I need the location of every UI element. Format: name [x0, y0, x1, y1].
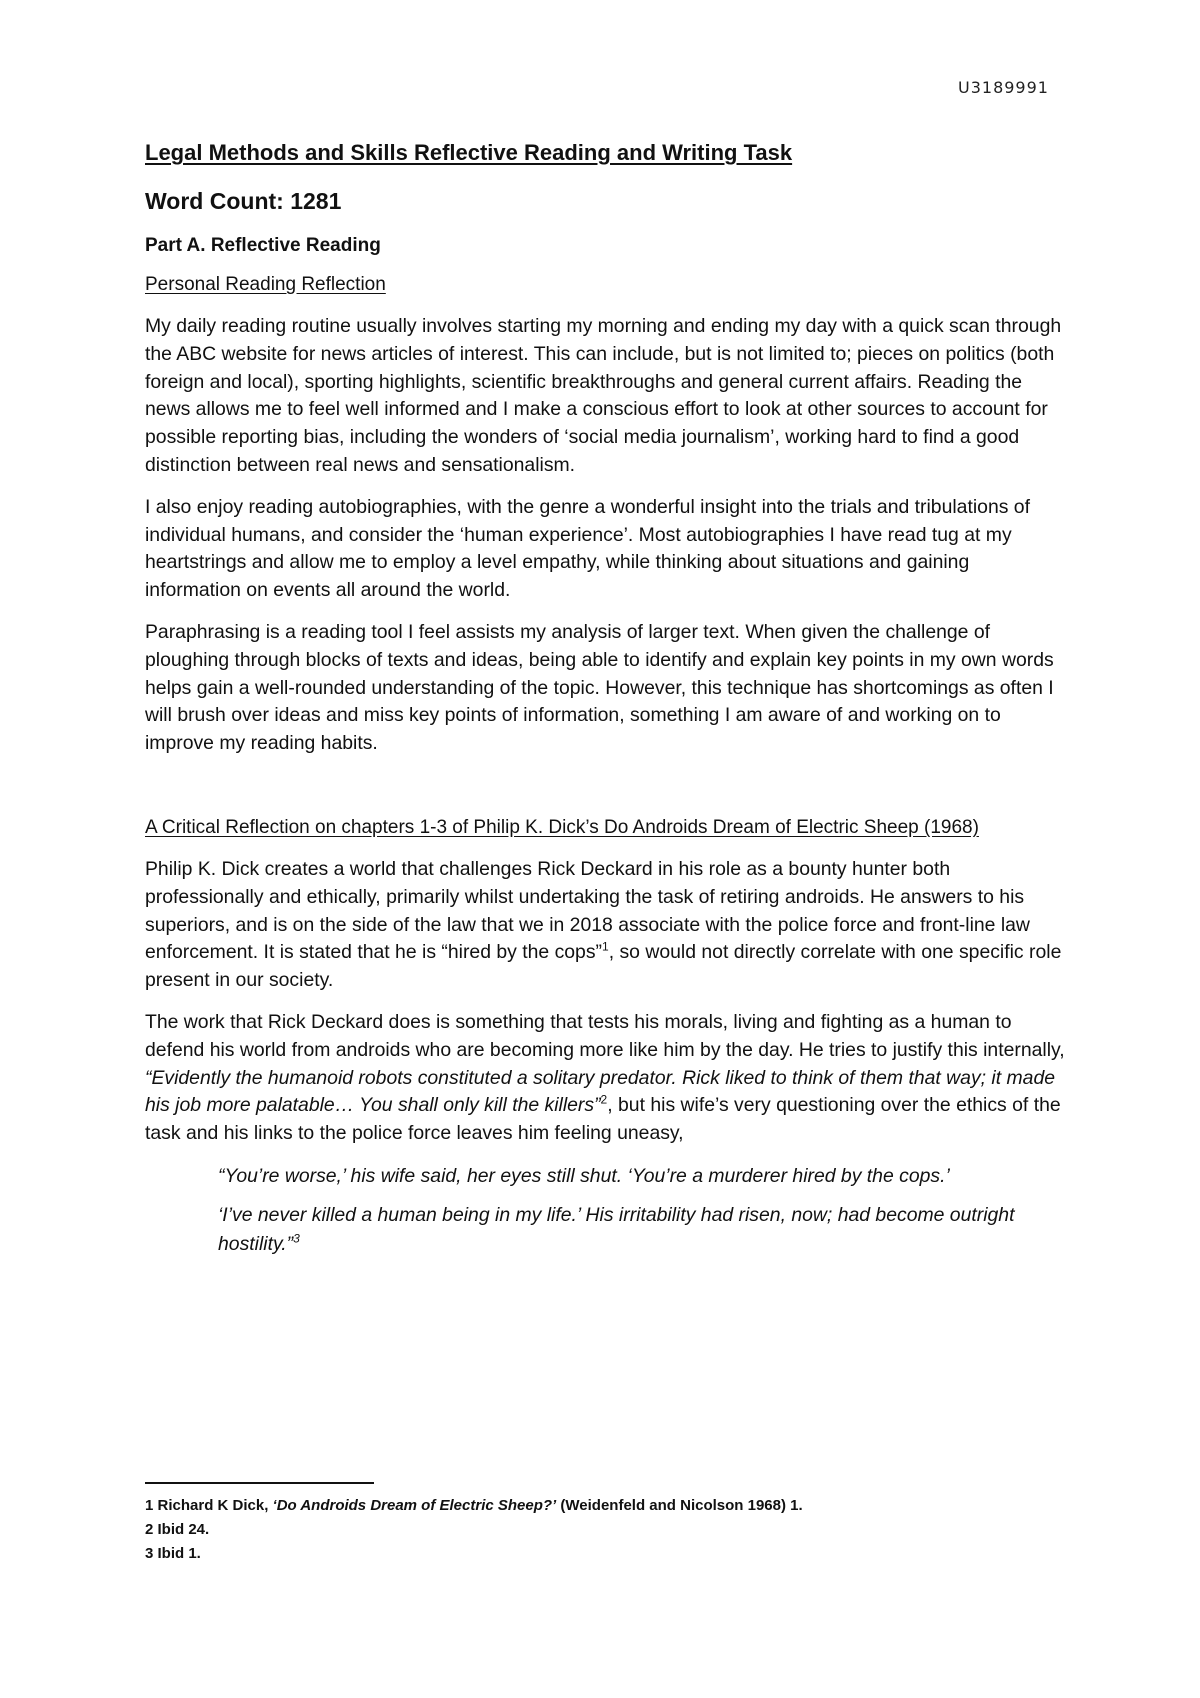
- footnote-separator: [145, 1482, 374, 1484]
- footnote-2: 2 Ibid 24.: [145, 1521, 210, 1538]
- footnote-ref-1: 1: [602, 939, 609, 954]
- title-text: Legal Methods and Skills Reflective Reading and Writing Task: [145, 140, 793, 165]
- student-id: U3189991: [958, 78, 1049, 97]
- part-a-heading: Part A. Reflective Reading: [145, 235, 381, 256]
- footnote-1-title: ‘Do Androids Dream of Electric Sheep?’: [272, 1497, 557, 1514]
- footnotes: [145, 1494, 1045, 1566]
- paragraph-tail: , but his wife’s very questioning over the ethics of the task and his links to the police force leaves him feeling uneasy,: [145, 1094, 1061, 1145]
- spacer: [145, 772, 1065, 814]
- word-count: Word Count: 1281: [145, 188, 342, 214]
- block-quote-text: ‘I’ve never killed a human being in my life.’ His irritability had risen, now; had become outright hostility.”: [218, 1203, 1015, 1255]
- paragraph: My daily reading routine usually involves starting my morning and ending my day with a quick scan through the ABC website for news articles of interest. This can include, but is not limited to; pieces on politics (both foreign and local), sporting highlights, scientific breakthroughs and general current affairs. Reading the news allows me to feel well informed and I make a conscious effort to look at other sources to account for possible reporting bias, including the wonders of ‘social media journalism’, working hard to find a good distinction between real news and sensationalism.: [145, 315, 1062, 476]
- block-quote: [218, 1201, 1058, 1259]
- footnote-1-prefix: 1 Richard K Dick,: [145, 1497, 273, 1514]
- paragraph-tail: , so would not directly correlate with one specific role present in our society.: [145, 941, 1062, 992]
- paragraph-text: The work that Rick Deckard does is something that tests his morals, living and fighting as a human to defend his world from androids who are becoming more like him by the day. He tries to justify this internally,: [145, 1010, 1065, 1061]
- inline-quote: “Evidently the humanoid robots constituted a solitary predator. Rick liked to think of them that way; it made his job more palatable… You shall only kill the killers”: [145, 1066, 1056, 1117]
- block-quote: “You’re worse,’ his wife said, her eyes still shut. ‘You’re a murderer hired by the cops.’: [218, 1164, 950, 1187]
- paragraph: [145, 1009, 1065, 1148]
- paragraph-text: Philip K. Dick creates a world that challenges Rick Deckard in his role as a bounty hunter both professionally and ethically, primarily whilst undertaking the task of retiring androids. He answers to his superiors, and is on the side of the law that we in 2018 associate with the police force and front-line law enforcement. It is stated that he is “hired by the cops”: [145, 857, 1030, 964]
- paragraph: Paraphrasing is a reading tool I feel assists my analysis of larger text. When given the challenge of ploughing through blocks of texts and ideas, being able to identify and explain key points in my own words helps gain a well-rounded understanding of the topic. However, this technique has shortcomings as often I will brush over ideas and miss key points of information, something I am aware of and working on to improve my reading habits.: [145, 620, 1054, 755]
- section-heading-critical-reflection: A Critical Reflection on chapters 1-3 of Philip K. Dick’s Do Androids Dream of Electric Sheep (1968): [145, 816, 979, 838]
- footnote-ref-3: 3: [293, 1231, 300, 1246]
- paragraph: [145, 856, 1065, 995]
- document-body: [145, 140, 1065, 1269]
- section-heading-personal-reading: Personal Reading Reflection: [145, 274, 386, 295]
- footnote-3: 3 Ibid 1.: [145, 1545, 201, 1562]
- footnote-1: [145, 1494, 1045, 1518]
- footnote-ref-2: 2: [600, 1092, 608, 1107]
- paragraph: I also enjoy reading autobiographies, with the genre a wonderful insight into the trials and tribulations of individual humans, and consider the ‘human experience’. Most autobiographies I have read tug at my heartstrings and allow me to employ a level empathy, while thinking about situations and gaining information on events all around the world.: [145, 495, 1030, 602]
- document-title: [145, 140, 1065, 166]
- footnote-1-suffix: (Weidenfeld and Nicolson 1968) 1.: [556, 1497, 803, 1514]
